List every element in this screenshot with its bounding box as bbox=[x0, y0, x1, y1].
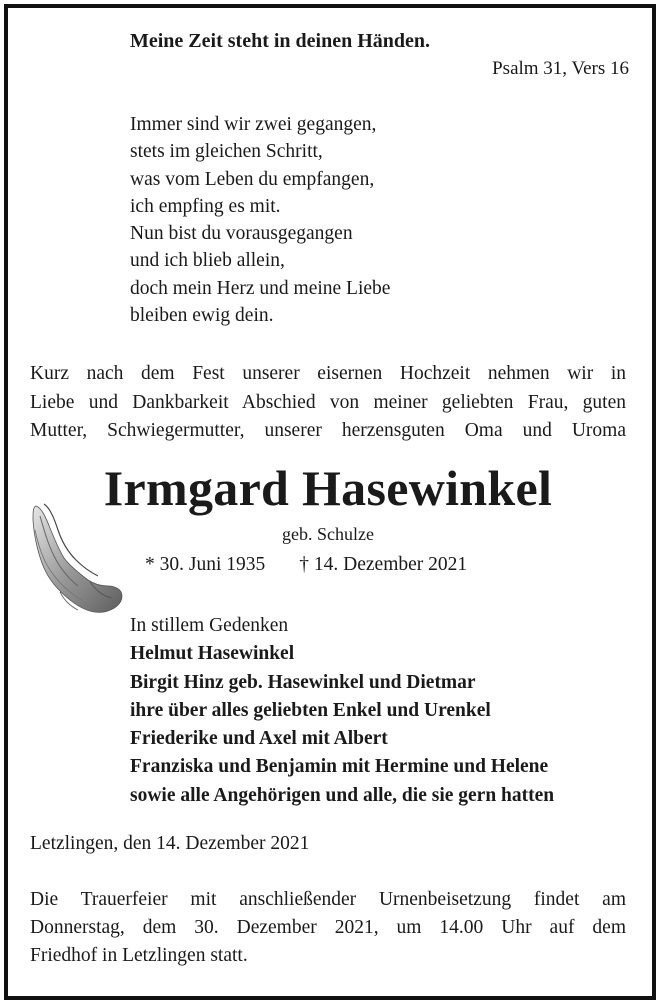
life-dates bbox=[145, 554, 467, 576]
mourner-line: Helmut Hasewinkel bbox=[130, 643, 295, 665]
poem-line: was vom Leben du empfangen, bbox=[130, 168, 375, 190]
funeral-notice bbox=[30, 886, 626, 970]
intro-paragraph bbox=[30, 360, 626, 446]
poem-line: ich empfing es mit. bbox=[130, 195, 281, 217]
poem-line: Immer sind wir zwei gegangen, bbox=[130, 114, 377, 135]
poem-line: doch mein Herz und meine Liebe bbox=[130, 277, 391, 299]
poem bbox=[130, 111, 390, 329]
mourners-block bbox=[130, 612, 554, 810]
mourner-line: Birgit Hinz geb. Hasewinkel und Dietmar bbox=[130, 671, 476, 693]
intro-line: Liebe und Dankbarkeit Abschied von meiner geliebten Frau, guten bbox=[30, 391, 626, 413]
place-date: Letzlingen, den 14. Dezember 2021 bbox=[30, 833, 310, 854]
mourner-line: ihre über alles geliebten Enkel und Urenkel bbox=[130, 699, 491, 721]
poem-line: Nun bist du vorausgegangen bbox=[130, 223, 353, 245]
mourner-line: sowie alle Angehörigen und alle, die sie gern hatten bbox=[130, 784, 555, 806]
poem-line: und ich blieb allein, bbox=[130, 250, 285, 272]
mourner-line: Friederike und Axel mit Albert bbox=[130, 728, 388, 750]
intro-line: Kurz nach dem Fest unserer eisernen Hochzeit nehmen wir in bbox=[30, 363, 626, 384]
notice-line: Die Trauerfeier mit anschließender Urnenbeisetzung findet am bbox=[30, 889, 626, 910]
intro-line: Mutter, Schwiegermutter, unserer herzensguten Oma und Uroma bbox=[30, 420, 626, 441]
notice-line: Friedhof in Letzlingen statt. bbox=[30, 945, 248, 966]
notice-line: Donnerstag, dem 30. Dezember 2021, um 14.00 Uhr auf dem bbox=[30, 917, 626, 938]
poem-line: stets im gleichen Schritt, bbox=[130, 141, 323, 163]
poem-line: bleiben ewig dein. bbox=[130, 305, 274, 327]
birth-date: * 30. Juni 1935 bbox=[145, 554, 266, 575]
mourner-line: Franziska und Benjamin mit Hermine und Helene bbox=[130, 756, 549, 778]
praying-hands-icon bbox=[30, 500, 126, 616]
maiden-name: geb. Schulze bbox=[282, 524, 374, 544]
motto: Meine Zeit steht in deinen Händen. bbox=[130, 30, 431, 52]
mourners-heading: In stillem Gedenken bbox=[130, 615, 289, 636]
death-date: † 14. Dezember 2021 bbox=[299, 554, 468, 575]
deceased-name: Irmgard Hasewinkel bbox=[103, 460, 553, 516]
motto-source: Psalm 31, Vers 16 bbox=[492, 58, 629, 79]
